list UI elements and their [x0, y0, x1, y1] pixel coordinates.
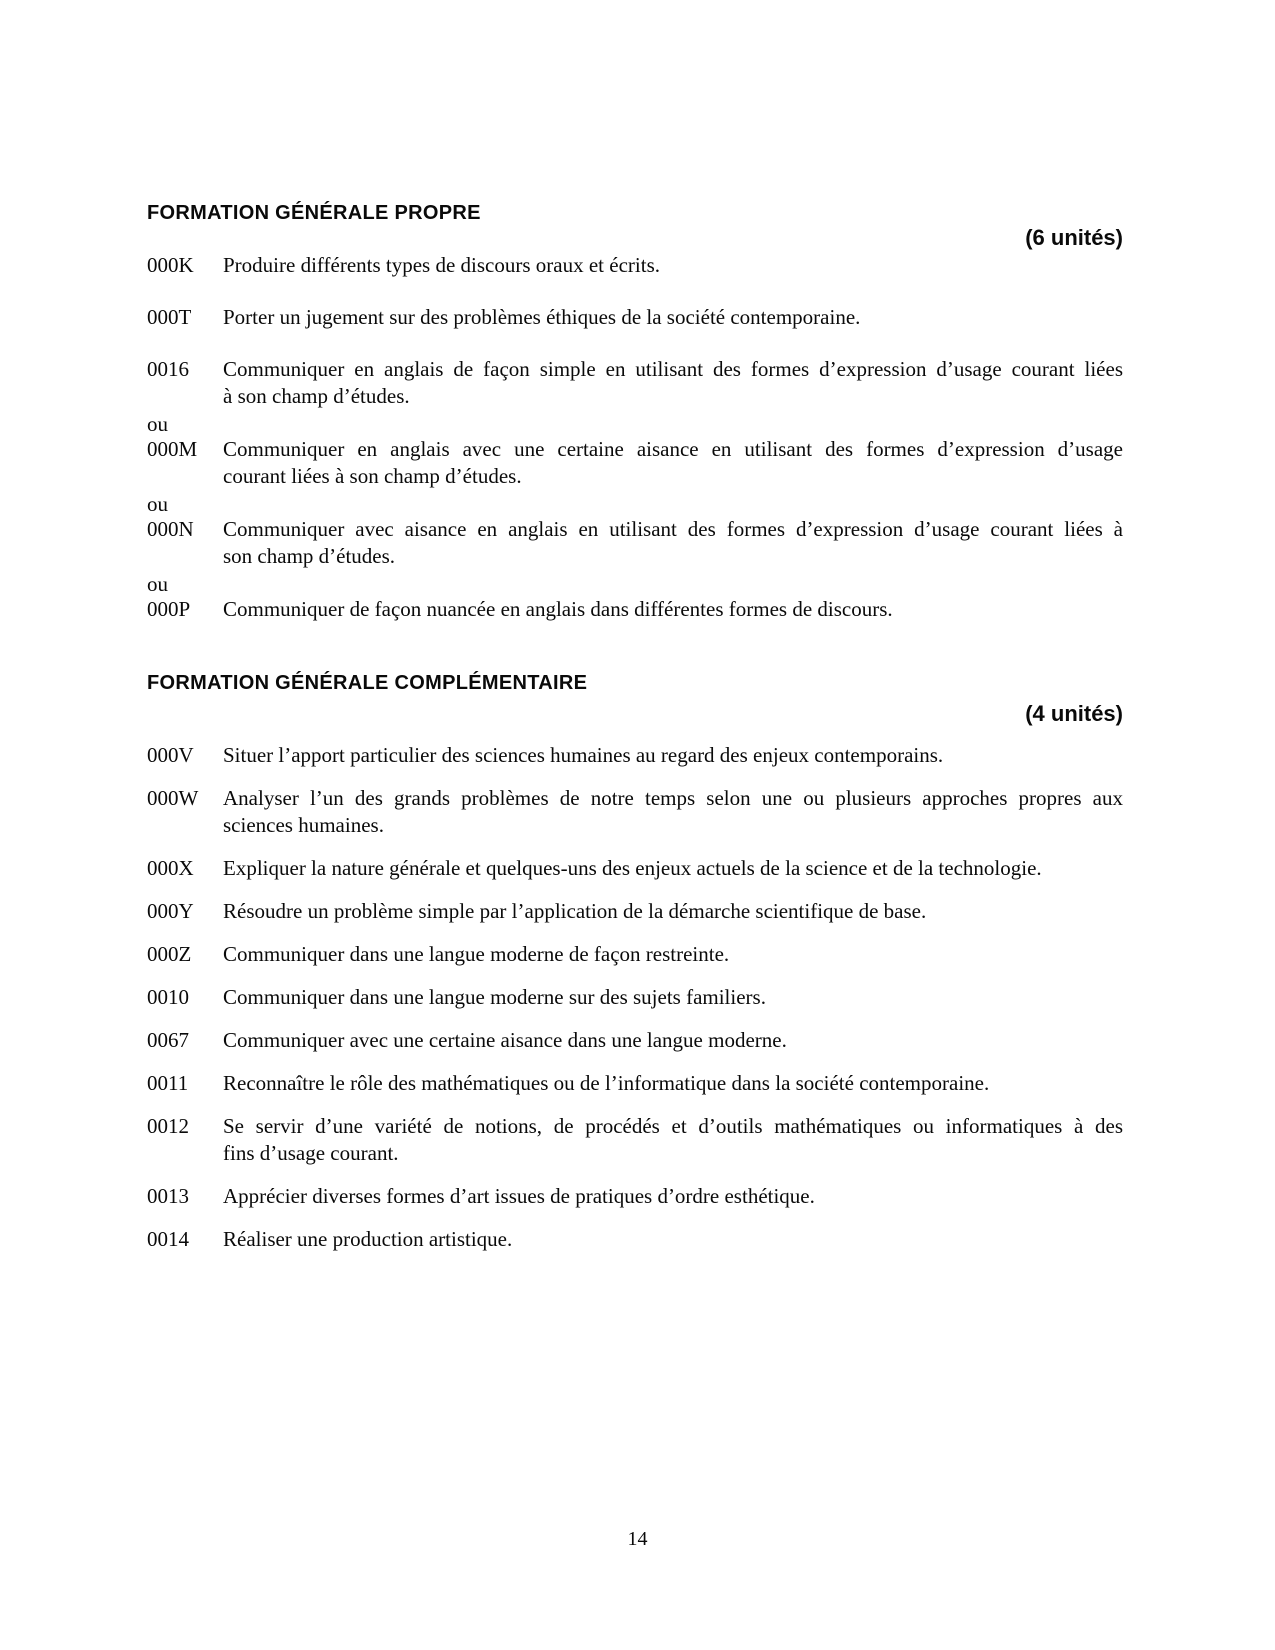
competency-item: [147, 252, 1123, 279]
or-label: ou: [147, 412, 168, 436]
text-line: fins d’usage courant.: [223, 1141, 399, 1165]
text-line: sciences humaines.: [223, 813, 384, 837]
or-separator: [147, 412, 1123, 436]
competency-item: [147, 1070, 1123, 1097]
text-line: Communiquer en anglais de façon simple en utilisant des formes d’expression d’usage courant liées: [223, 357, 1123, 381]
competency-item: [147, 898, 1123, 925]
competency-code: 000T: [147, 305, 192, 329]
units-row: [147, 226, 1123, 250]
competency-text: [223, 304, 1123, 331]
text-line: Communiquer avec aisance en anglais en utilisant des formes d’expression d’usage courant liées à: [223, 517, 1123, 541]
text-line: Analyser l’un des grands problèmes de notre temps selon une ou plusieurs approches propres aux: [223, 786, 1123, 810]
competency-text: [223, 1027, 1123, 1054]
section-heading: FORMATION GÉNÉRALE PROPRE: [147, 202, 481, 224]
competency-list: [147, 252, 1123, 623]
text-line: à son champ d’études.: [223, 384, 410, 408]
text-line: courant liées à son champ d’études.: [223, 464, 522, 488]
competency-text: [223, 898, 1123, 925]
text-line: Apprécier diverses formes d’art issues de pratiques d’ordre esthétique.: [223, 1184, 815, 1208]
competency-text: [223, 984, 1123, 1011]
competency-item: [147, 516, 1123, 570]
text-line: Résoudre un problème simple par l’application de la démarche scientifique de base.: [223, 899, 927, 923]
competency-text: [223, 855, 1123, 882]
competency-text: [223, 436, 1123, 490]
units-label: (6 unités): [1025, 225, 1123, 250]
competency-item: [147, 1113, 1123, 1167]
competency-item: [147, 436, 1123, 490]
page-number: 14: [627, 1528, 648, 1550]
section-1: [147, 672, 1123, 1253]
text-line: Se servir d’une variété de notions, de procédés et d’outils mathématiques ou informatiques à des: [223, 1114, 1123, 1138]
section-heading: FORMATION GÉNÉRALE COMPLÉMENTAIRE: [147, 672, 588, 694]
competency-item: [147, 941, 1123, 968]
competency-code: 000M: [147, 437, 198, 461]
competency-text: [223, 1113, 1123, 1167]
competency-text: [223, 742, 1123, 769]
competency-item: [147, 855, 1123, 882]
competency-code: 0067: [147, 1028, 189, 1052]
units-row: [147, 702, 1123, 726]
competency-text: [223, 1070, 1123, 1097]
units-label: (4 unités): [1025, 701, 1123, 726]
text-line: Communiquer dans une langue moderne de façon restreinte.: [223, 942, 730, 966]
text-line: Reconnaître le rôle des mathématiques ou de l’informatique dans la société contemporaine.: [223, 1071, 990, 1095]
competency-text: [223, 252, 1123, 279]
text-line: Expliquer la nature générale et quelques-uns des enjeux actuels de la science et de la technologie.: [223, 856, 1042, 880]
competency-code: 000K: [147, 253, 194, 277]
competency-code: 000Y: [147, 899, 194, 923]
competency-code: 0011: [147, 1071, 189, 1095]
text-line: Porter un jugement sur des problèmes éthiques de la société contemporaine.: [223, 305, 861, 329]
competency-item: [147, 1226, 1123, 1253]
text-line: Communiquer avec une certaine aisance dans une langue moderne.: [223, 1028, 787, 1052]
text-line: Communiquer dans une langue moderne sur des sujets familiers.: [223, 985, 766, 1009]
competency-list: [147, 742, 1123, 1253]
or-label: ou: [147, 492, 168, 516]
text-line: Communiquer en anglais avec une certaine aisance en utilisant des formes d’expression d’usage: [223, 437, 1123, 461]
or-separator: [147, 492, 1123, 516]
competency-item: [147, 1027, 1123, 1054]
competency-item: [147, 596, 1123, 623]
section-0: [147, 202, 1123, 623]
competency-code: 000Z: [147, 942, 192, 966]
competency-text: [223, 1183, 1123, 1210]
competency-text: [223, 785, 1123, 839]
competency-code: 0010: [147, 985, 189, 1009]
text-line: Situer l’apport particulier des sciences humaines au regard des enjeux contemporains.: [223, 743, 944, 767]
competency-code: 000P: [147, 597, 191, 621]
competency-text: [223, 941, 1123, 968]
competency-code: 000W: [147, 786, 199, 810]
competency-text: [223, 596, 1123, 623]
text-line: Produire différents types de discours oraux et écrits.: [223, 253, 660, 277]
or-separator: [147, 572, 1123, 596]
competency-code: 0014: [147, 1227, 189, 1251]
competency-item: [147, 304, 1123, 331]
competency-item: [147, 984, 1123, 1011]
content: [147, 202, 1123, 1253]
competency-code: 000V: [147, 743, 194, 767]
competency-item: [147, 785, 1123, 839]
competency-text: [223, 356, 1123, 410]
competency-item: [147, 742, 1123, 769]
text-line: Réaliser une production artistique.: [223, 1227, 513, 1251]
competency-text: [223, 1226, 1123, 1253]
competency-code: 000N: [147, 517, 194, 541]
competency-code: 0016: [147, 357, 189, 381]
text-line: Communiquer de façon nuancée en anglais dans différentes formes de discours.: [223, 597, 893, 621]
competency-code: 0012: [147, 1114, 189, 1138]
or-label: ou: [147, 572, 168, 596]
competency-text: [223, 516, 1123, 570]
competency-code: 000X: [147, 856, 194, 880]
text-line: son champ d’études.: [223, 544, 396, 568]
competency-code: 0013: [147, 1184, 189, 1208]
competency-item: [147, 1183, 1123, 1210]
competency-item: [147, 356, 1123, 410]
